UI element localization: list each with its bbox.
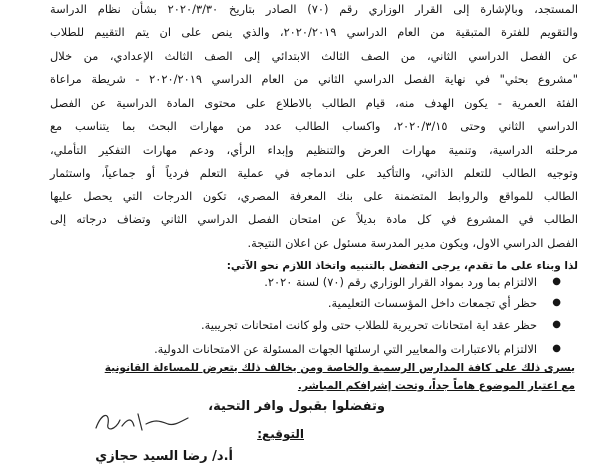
body-line-3: عن الفصل الدراسي الثاني، من الصف الثالث الابتدائي إلى الصف الثالث الإعدادي، من خلال bbox=[50, 49, 578, 63]
bullet-icon: ● bbox=[552, 343, 561, 354]
bullet-icon: ● bbox=[552, 276, 561, 287]
bullet-icon: ● bbox=[552, 297, 561, 308]
body-line-4: "مشروع بحثي" في نهاية الفصل الدراسي الثاني من العام الدراسي ٢٠٢٠/٢٠١٩ - شريطة مراعاة bbox=[50, 72, 578, 86]
body-line-1: المستجد، وبالإشارة إلى القرار الوزاري رقم (٧٠) الصادر بتاريخ ٢٠٢٠/٣/٣٠ بشأن نظام الدراسة bbox=[50, 2, 579, 16]
warning-line-1: يسرى ذلك على كافة المدارس الرسمية والخاصة ومن يخالف ذلك يتعرض للمساءلة القانونية bbox=[104, 362, 575, 374]
warning-line-2: مع اعتبار الموضوع هاماً جداً، وتحت إشرافكم المباشر. bbox=[297, 380, 575, 392]
bullet-item-4: الالتزام بالاعتبارات والمعايير التي ارسلتها الجهات المسئولة عن الامتحانات الدولية. bbox=[154, 342, 537, 356]
body-line-11: الفصل الدراسي الاول، ويكون مدير المدرسة مسئول عن اعلان النتيجة. bbox=[247, 236, 578, 250]
body-line-10: الطالب في المشروع في كل مادة بديلاً عن امتحان الفصل الدراسي الثاني وتضاف درجاته إلى bbox=[50, 212, 578, 226]
signatory-name: أ.د/ رضا السيد حجازي bbox=[95, 449, 233, 464]
bullet-item-1: الالتزام بما ورد بمواد القرار الوزاري رقم (٧٠) لسنة ٢٠٢٠. bbox=[264, 275, 537, 289]
signature-label: التوقيع: bbox=[257, 427, 304, 441]
handwritten-signature bbox=[88, 406, 198, 436]
body-line-7: مرحلته الدراسية، وتنمية مهارات العرض والتنظيم وإبداء الرأي، ودعم مهارات التفكير التأملي، bbox=[50, 143, 578, 157]
body-line-5: الفئة العمرية - يكون الهدف منه، قيام الطالب بالاطلاع على محتوى المادة الدراسية عن الفصل bbox=[50, 96, 578, 110]
bullet-icon: ● bbox=[552, 319, 561, 330]
closing-greeting: وتفضلوا بقبول وافر التحية، bbox=[208, 399, 385, 414]
body-line-6: الدراسي الثاني وحتى ٢٠٢٠/٣/١٥، واكساب الطالب عدد من مهارات البحث بما يتناسب مع bbox=[50, 119, 578, 133]
body-line-2: والتقويم للفترة المتبقية من العام الدراسي ٢٠٢٠/٢٠١٩، والذي ينص على ان يتم التقييم للطلاب bbox=[50, 25, 578, 39]
bullet-item-3: حظر عقد اية امتحانات تحريرية للطلاب حتى ولو كانت امتحانات تجريبية. bbox=[201, 318, 537, 332]
directive-text: لذا وبناء على ما تقدم، يرجى التفضل بالتنبيه واتخاذ اللازم نحو الآتي: bbox=[226, 260, 578, 272]
body-line-8: وتوجيه الطالب للتعلم الذاتي، والتأكيد على اندماجه في عملية التعلم فردياً أو جماعياً، واستثمار bbox=[50, 166, 578, 180]
bullet-item-2: حظر أي تجمعات داخل المؤسسات التعليمية. bbox=[327, 296, 537, 310]
body-line-9: الطالب للمواقع والروابط المتضمنة على بنك المعرفة المصري، تكون الدرجات التي يحصل عليها bbox=[50, 189, 578, 203]
